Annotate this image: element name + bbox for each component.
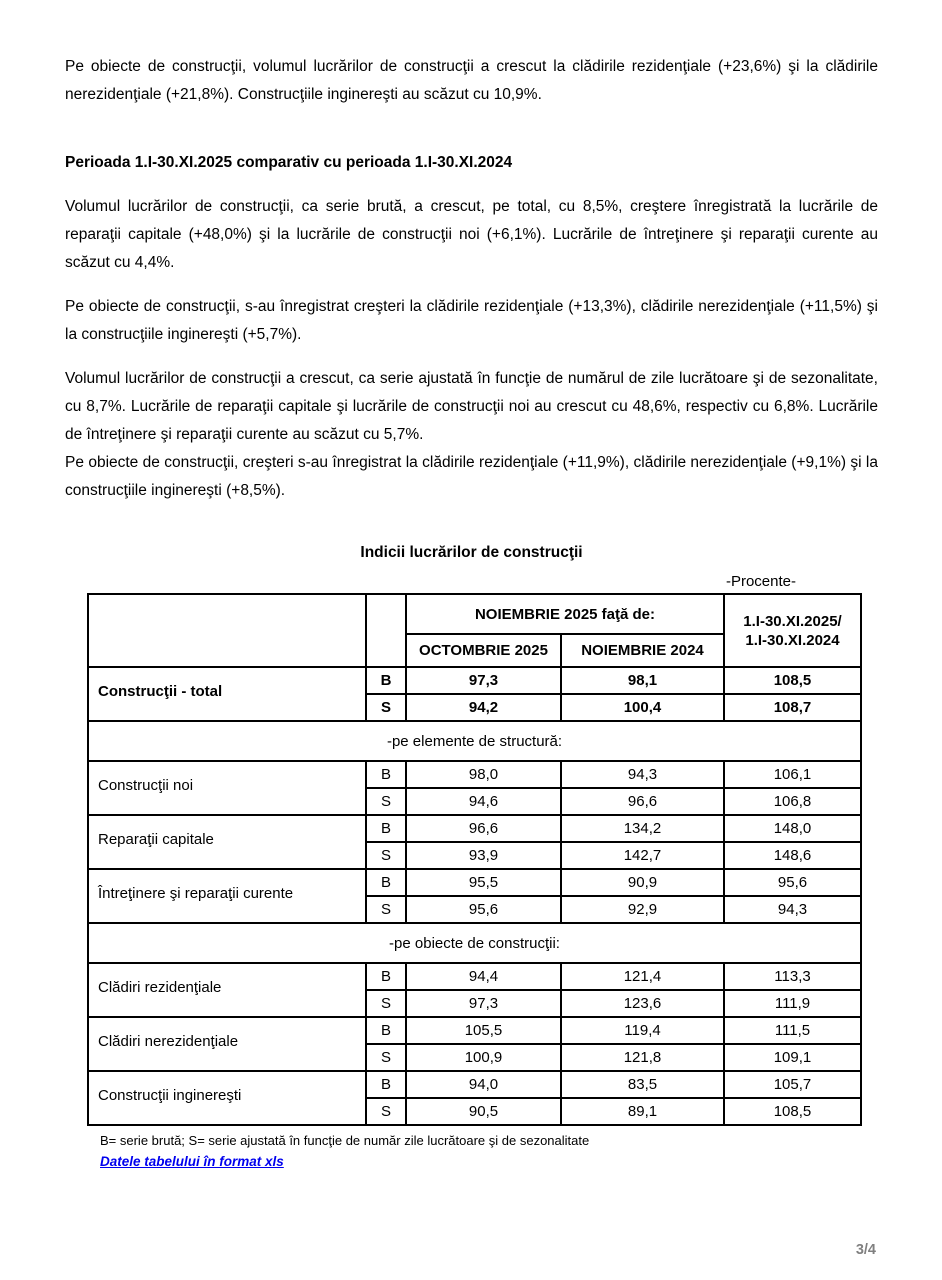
table-row-nerezidentiale-b (88, 1017, 861, 1044)
table-row-noi-b (88, 761, 861, 788)
value-cell: 106,8 (724, 788, 861, 815)
value-cell: 94,3 (561, 761, 724, 788)
header-compare-group: NOIEMBRIE 2025 faţă de: (406, 594, 724, 634)
series-b-cell: B (366, 815, 406, 842)
header-november-2024: NOIEMBRIE 2024 (561, 634, 724, 667)
value-cell: 97,3 (406, 667, 561, 694)
header-empty-series-cell (366, 594, 406, 667)
value-cell: 95,6 (406, 896, 561, 923)
value-cell: 100,9 (406, 1044, 561, 1071)
series-s-cell: S (366, 1044, 406, 1071)
table-row-rezidentiale-b (88, 963, 861, 990)
value-cell: 108,5 (724, 667, 861, 694)
row-label-nerezidentiale: Clădiri nerezidenţiale (88, 1017, 366, 1071)
header-period-line1: 1.I-30.XI.2025/ (743, 612, 842, 630)
value-cell: 148,0 (724, 815, 861, 842)
paragraph-adjusted-objects: Pe obiecte de construcţii, creşteri s-au înregistrat la clădirile rezidenţiale (+11,9%), clădirile nerezidenţiale (+9,1%) şi la construcţiile inginereşti (+8,5%). (65, 454, 878, 499)
row-label-intretinere: Întreţinere şi reparaţii curente (88, 869, 366, 923)
table-row-intretinere-b (88, 869, 861, 896)
value-cell: 111,5 (724, 1017, 861, 1044)
value-cell: 108,5 (724, 1098, 861, 1125)
value-cell: 95,5 (406, 869, 561, 896)
value-cell: 90,5 (406, 1098, 561, 1125)
section-label-structure: -pe elemente de structură: (88, 721, 861, 761)
table-row-total-b (88, 667, 861, 694)
value-cell: 142,7 (561, 842, 724, 869)
series-b-cell: B (366, 1071, 406, 1098)
value-cell: 94,2 (406, 694, 561, 721)
paragraph-adjusted-series: Volumul lucrărilor de construcţii a crescut, ca serie ajustată în funcţie de numărul de zile lucrătoare şi de sezonalitate, cu 8,7%. Lucrările de reparaţii capitale şi lucrările de construcţii noi au crescut cu 48,6%, respectiv cu 6,8%. Lucrările de întreţinere şi reparaţii curente au scăzut cu 5,7%. (65, 370, 878, 443)
series-s-cell: S (366, 1098, 406, 1125)
table-footnote: B= serie brută; S= serie ajustată în funcţie de număr zile lucrătoare şi de sezonalitate (100, 1133, 590, 1148)
value-cell: 108,7 (724, 694, 861, 721)
value-cell: 92,9 (561, 896, 724, 923)
series-b-cell: B (366, 667, 406, 694)
value-cell: 109,1 (724, 1044, 861, 1071)
section-label-objects: -pe obiecte de construcţii: (88, 923, 861, 963)
paragraph-objects-month: Pe obiecte de construcţii, volumul lucrărilor de construcţii a crescut la clădirile rezidenţiale (+23,6%) şi la clădirile nerezidenţiale (+21,8%). Construcţiile inginereşti au scăzut cu 10,9%. (65, 58, 878, 103)
row-label-ingineresti: Construcţii inginereşti (88, 1071, 366, 1125)
page-number: 3/4 (855, 1242, 876, 1258)
value-cell: 98,1 (561, 667, 724, 694)
series-b-cell: B (366, 963, 406, 990)
series-b-cell: B (366, 1017, 406, 1044)
row-label-reparatii-capitale: Reparaţii capitale (88, 815, 366, 869)
paragraph-gross-series: Volumul lucrărilor de construcţii, ca serie brută, a crescut, pe total, cu 8,5%, creştere înregistrată la lucrările de reparaţii capitale (+48,0%) şi la lucrările de construcţii noi (+6,1%). Lucrările de întreţinere şi reparaţii curente au scăzut cu 4,4%. (65, 198, 878, 271)
table-row-ingineresti-b (88, 1071, 861, 1098)
value-cell: 90,9 (561, 869, 724, 896)
value-cell: 94,6 (406, 788, 561, 815)
series-s-cell: S (366, 896, 406, 923)
table-header-row-1 (88, 594, 861, 634)
table-row-reparatii-b (88, 815, 861, 842)
series-s-cell: S (366, 788, 406, 815)
value-cell: 121,4 (561, 963, 724, 990)
header-period-line2: 1.I-30.XI.2024 (745, 631, 840, 649)
value-cell: 111,9 (724, 990, 861, 1017)
value-cell: 89,1 (561, 1098, 724, 1125)
series-s-cell: S (366, 842, 406, 869)
value-cell: 93,9 (406, 842, 561, 869)
header-empty-label-cell (88, 594, 366, 667)
series-b-cell: B (366, 869, 406, 896)
value-cell: 105,7 (724, 1071, 861, 1098)
value-cell: 96,6 (561, 788, 724, 815)
value-cell: 100,4 (561, 694, 724, 721)
value-cell: 106,1 (724, 761, 861, 788)
row-label-total: Construcţii - total (88, 667, 366, 721)
indices-table (87, 593, 862, 1126)
row-label-constructii-noi: Construcţii noi (88, 761, 366, 815)
value-cell: 123,6 (561, 990, 724, 1017)
value-cell: 97,3 (406, 990, 561, 1017)
value-cell: 134,2 (561, 815, 724, 842)
value-cell: 94,4 (406, 963, 561, 990)
header-period-ratio (724, 594, 861, 667)
series-s-cell: S (366, 990, 406, 1017)
value-cell: 113,3 (724, 963, 861, 990)
value-cell: 94,3 (724, 896, 861, 923)
value-cell: 105,5 (406, 1017, 561, 1044)
unit-label: -Procente- (725, 573, 796, 590)
period-heading: Perioada 1.I-30.XI.2025 comparativ cu perioada 1.I-30.XI.2024 (65, 154, 513, 171)
value-cell: 96,6 (406, 815, 561, 842)
value-cell: 148,6 (724, 842, 861, 869)
row-label-rezidentiale: Clădiri rezidenţiale (88, 963, 366, 1017)
value-cell: 121,8 (561, 1044, 724, 1071)
value-cell: 119,4 (561, 1017, 724, 1044)
paragraph-objects-period: Pe obiecte de construcţii, s-au înregistrat creşteri la clădirile rezidenţiale (+13,3%), clădirile nerezidenţiale (+11,5%) şi la construcţiile inginereşti (+5,7%). (65, 298, 878, 343)
series-b-cell: B (366, 761, 406, 788)
table-title: Indicii lucrărilor de construcţii (360, 544, 583, 561)
value-cell: 94,0 (406, 1071, 561, 1098)
value-cell: 98,0 (406, 761, 561, 788)
series-s-cell: S (366, 694, 406, 721)
xls-download-link[interactable]: Datele tabelului în format xls (100, 1154, 284, 1169)
value-cell: 95,6 (724, 869, 861, 896)
value-cell: 83,5 (561, 1071, 724, 1098)
table-section-structure (88, 721, 861, 761)
table-section-objects (88, 923, 861, 963)
header-october-2025: OCTOMBRIE 2025 (406, 634, 561, 667)
